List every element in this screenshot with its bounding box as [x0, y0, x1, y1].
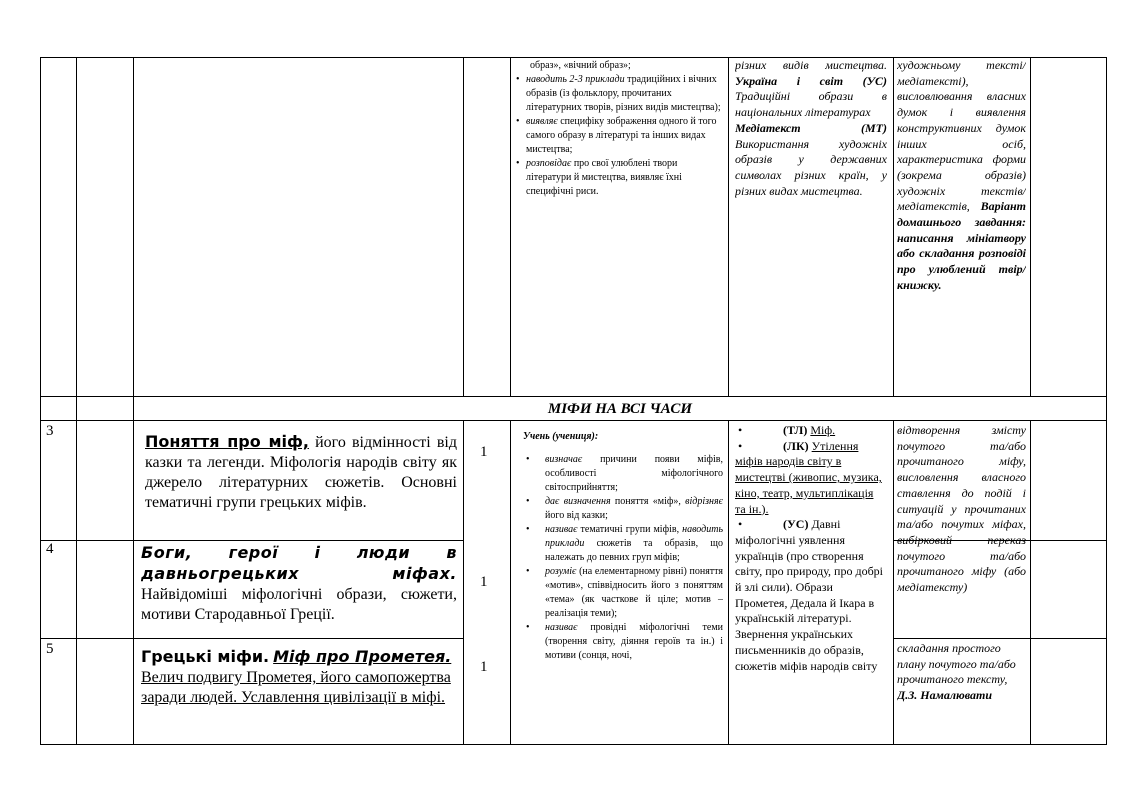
activity-cell: відтворення змісту почутого та/або прочитаного міфу, висловлення власного ставлення до подій і ситуацій у прочитаних та/або почутих міфах, вибірковий переказ почутого та/або прочитаного міфу (або медіатексту)	[897, 423, 1026, 595]
table-border	[1030, 420, 1031, 745]
activity-cell: складання простого плану почутого та/або прочитаного тексту, Д.З. Намалювати	[897, 641, 1016, 703]
section-title: МІФИ НА ВСІ ЧАСИ	[547, 401, 693, 417]
list-item: • розповідає про свої улюблені твори літератури й мистецтва, виявляє їхні специфічні риси.	[516, 157, 724, 199]
table-border	[463, 420, 464, 745]
table-border	[510, 57, 511, 396]
content-lines-cell-continued: різних видів мистецтва. Україна і світ (УС) Традиційні образи в національних літературах Медіатекст (МТ) Використання художніх образів у державних символах різних країн, у різних видах мистецтва.	[735, 58, 887, 198]
list-item: • наводить 2-3 приклади традиційних і вічних образів (із фольклору, прочитаних літературних творів, різних видів мистецтва);	[516, 73, 724, 115]
text-line: міфів народів світу в мистецтві (живопис, музика, кіно, театр, мультиплікація та ін.).	[735, 454, 882, 516]
hours-count: 1	[480, 574, 488, 590]
hours-count: 1	[480, 659, 488, 675]
list-item: • називає тематичні групи міфів, наводить приклади сюжетів та образів, що належать до певних груп міфів;	[523, 523, 723, 565]
table-border	[1030, 57, 1031, 396]
table-border	[40, 396, 1107, 397]
hours-count: 1	[480, 444, 488, 460]
table-border	[76, 57, 77, 745]
list-item: • (УС) Давні	[735, 517, 887, 533]
list-item: • (ТЛ) Міф.	[735, 423, 887, 439]
table-border	[40, 420, 1107, 421]
text-line: образ», «вічний образ»;	[530, 60, 631, 71]
table-border	[893, 57, 894, 396]
list-item: • дає визначення поняття «міф», відрізняє його від казки;	[523, 495, 723, 523]
list-item: • (ЛК) Утілення	[735, 439, 887, 455]
activity-cell-continued: художньому тексті/медіатексті), висловлювання власних думок і виявлення конструктивних думок інших осіб, характеристика форми (зокрема образів) художніх текстів/медіатекстів, Варіант домашнього завдання: написання мініатвору або складання розповіді про улюблений твір/книжку.	[897, 58, 1026, 292]
table-border	[728, 420, 729, 745]
table-border	[893, 420, 894, 745]
table-border	[1106, 57, 1107, 745]
learning-results-cell	[523, 430, 723, 663]
table-border	[893, 638, 1107, 639]
lesson-topic: Боги, герої і люди в давньогрецьких міфах. Найвідоміші міфологічні образи, сюжети, мотиви Стародавньої Греції.	[141, 543, 457, 623]
list-item: • називає провідні міфологічні теми (творення світу, діяння героїв та ін.) і мотиви (сонця, ночі,	[523, 621, 723, 663]
table-border	[728, 57, 729, 396]
results-cell-continued	[516, 59, 724, 199]
lesson-topic: Поняття про міф, його відмінності від казки та легенди. Міфологія народів світу як джерело літературних сюжетів. Основні тематичні групи грецьких міфів.	[145, 432, 457, 511]
student-label: Учень (учениця):	[523, 431, 599, 442]
lesson-number: 4	[46, 541, 54, 557]
content-lines-cell	[735, 423, 887, 674]
list-item: • визначає причини появи міфів, особливості міфологічного світосприйняття;	[523, 453, 723, 495]
text-line: міфологічні уявлення українців (про створення світу, про природу, про добрі й злі сили). Образи Прометея, Дедала й Ікара в українській літературі. Звернення українських письменників до образів, сюжетів міфів народів світу	[735, 532, 884, 673]
table-border	[510, 420, 511, 745]
table-border	[40, 638, 463, 639]
lesson-number: 5	[46, 641, 54, 657]
list-item: • виявляє специфіку зображення одного й того самого образу в літературі та інших видах мистецтва;	[516, 115, 724, 157]
table-border	[40, 540, 463, 541]
table-border	[40, 57, 41, 745]
lesson-topic: Грецькі міфи. Міф про Прометея. Велич подвигу Прометея, його самопожертва заради людей. Уславлення цивілізації в міфі.	[141, 647, 452, 706]
lesson-number: 3	[46, 423, 54, 439]
list-item: • розуміє (на елементарному рівні) поняття «мотив», співвідносить його з поняттям «тема» (як часткове й ціле; мотив – реалізація теми);	[523, 565, 723, 621]
table-border	[40, 744, 1107, 745]
table-border	[463, 57, 464, 396]
